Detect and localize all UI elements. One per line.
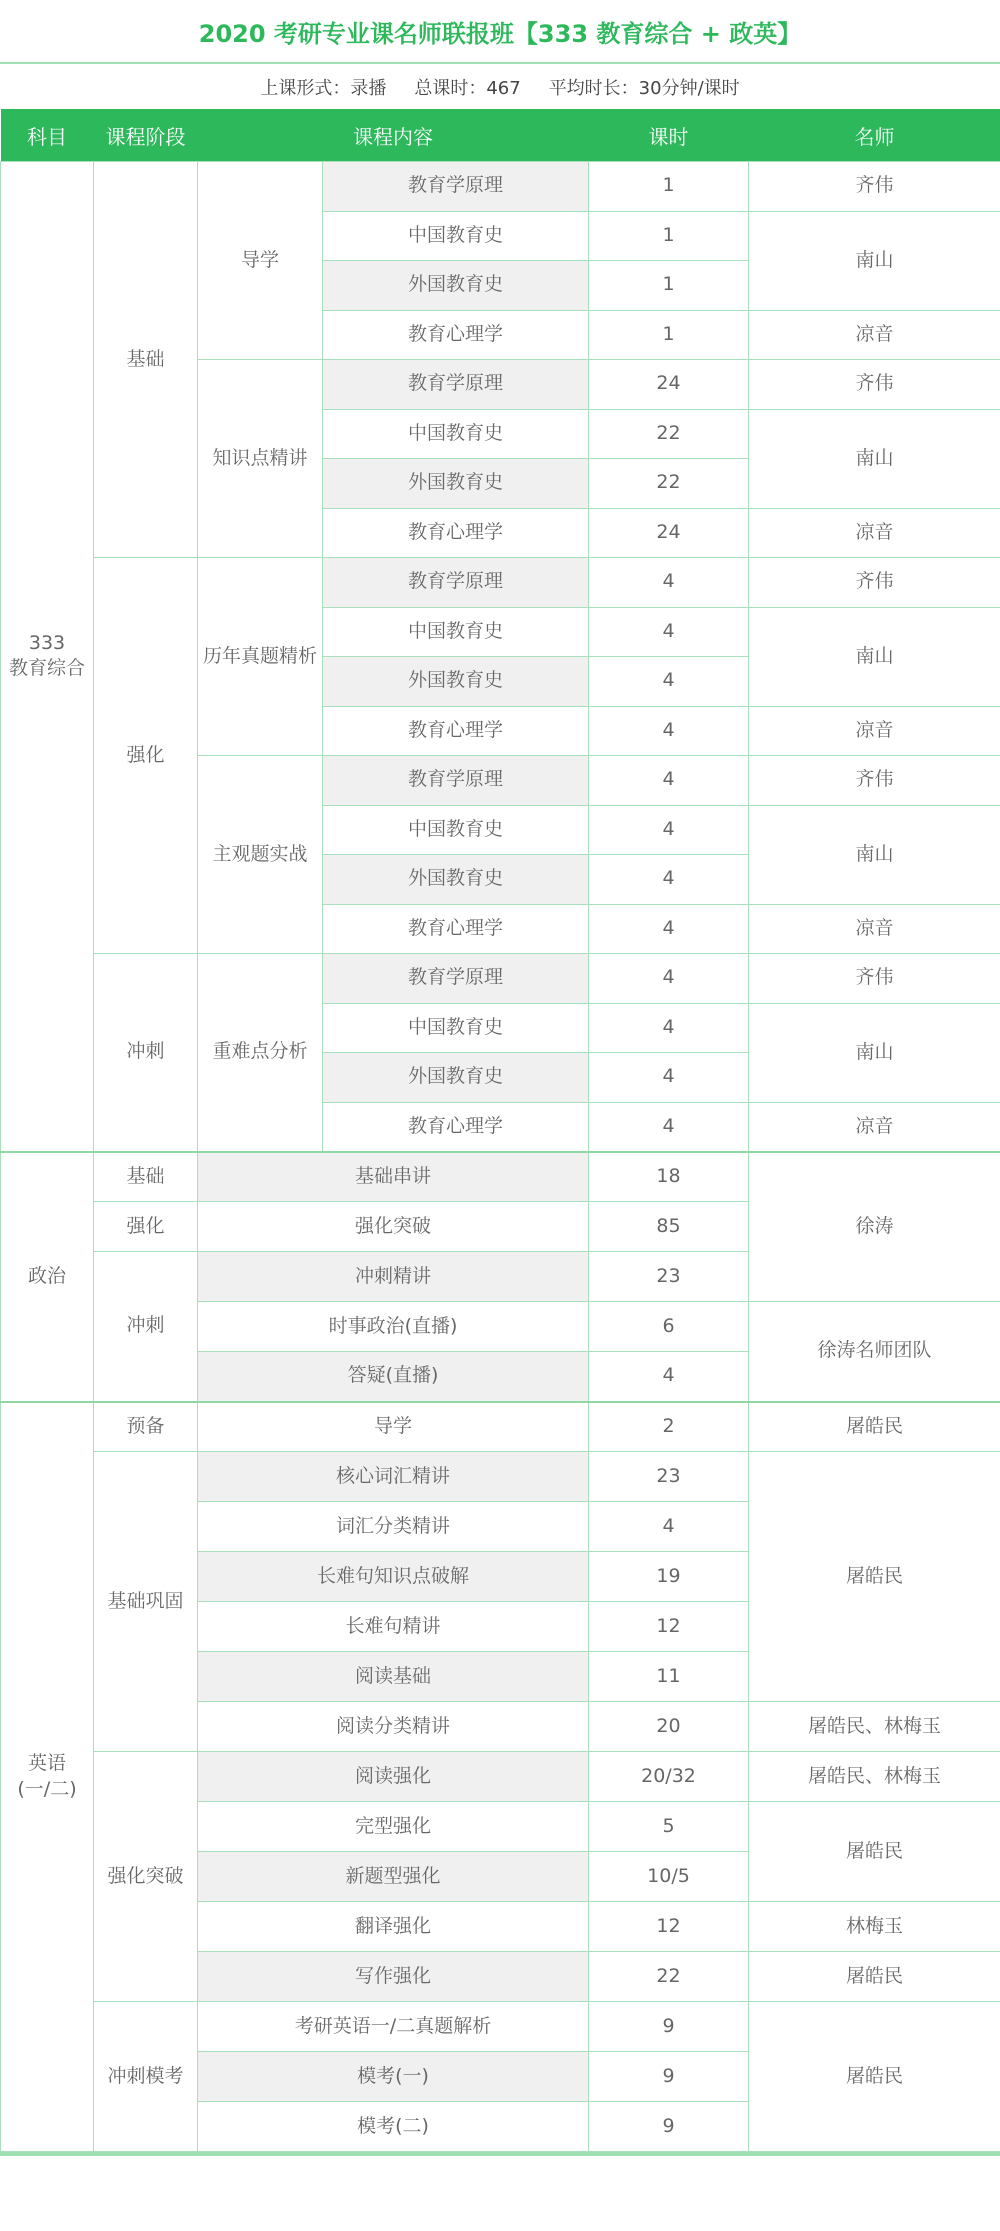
header-teacher: 名师 xyxy=(749,109,1000,162)
content-cell: 教育心理学 xyxy=(323,508,589,558)
substage-cell: 知识点精讲 xyxy=(198,360,323,558)
hours-cell: 4 xyxy=(589,607,749,657)
table-row xyxy=(1,1752,1000,1802)
substage-cell: 主观题实战 xyxy=(198,756,323,954)
content-cell: 教育学原理 xyxy=(323,360,589,410)
teacher-cell: 南山 xyxy=(749,805,1000,904)
course-form: 上课形式：录播 xyxy=(260,77,387,99)
course-table xyxy=(0,109,1000,2152)
teacher-cell: 徐涛 xyxy=(749,1152,1000,1302)
table-row xyxy=(1,1402,1000,1452)
teacher-cell: 齐伟 xyxy=(749,558,1000,608)
hours-cell: 4 xyxy=(589,657,749,707)
hours-cell: 22 xyxy=(589,459,749,509)
teacher-cell: 南山 xyxy=(749,1003,1000,1102)
hours-cell: 4 xyxy=(589,1102,749,1152)
hours-cell: 5 xyxy=(589,1802,749,1852)
table-row xyxy=(1,2002,1000,2052)
table-row xyxy=(1,558,1000,608)
content-cell: 中国教育史 xyxy=(323,607,589,657)
content-cell: 考研英语一/二真题解析 xyxy=(198,2002,589,2052)
content-cell: 模考(二) xyxy=(198,2102,589,2152)
table-row xyxy=(1,162,1000,212)
content-cell: 词汇分类精讲 xyxy=(198,1502,589,1552)
stage-cell: 预备 xyxy=(94,1402,198,1452)
teacher-cell: 南山 xyxy=(749,211,1000,310)
hours-cell: 4 xyxy=(589,1053,749,1103)
teacher-cell: 屠皓民 xyxy=(749,1952,1000,2002)
teacher-cell: 屠皓民 xyxy=(749,2002,1000,2152)
stage-cell: 基础 xyxy=(94,162,198,558)
subject-cell: 英语 (一/二) xyxy=(1,1402,94,2152)
teacher-cell: 南山 xyxy=(749,409,1000,508)
content-cell: 外国教育史 xyxy=(323,459,589,509)
hours-cell: 1 xyxy=(589,310,749,360)
hours-cell: 12 xyxy=(589,1902,749,1952)
header-stage: 课程阶段 xyxy=(94,109,198,162)
stage-cell: 强化 xyxy=(94,558,198,954)
teacher-cell: 凉音 xyxy=(749,508,1000,558)
teacher-cell: 齐伟 xyxy=(749,162,1000,212)
content-cell: 教育学原理 xyxy=(323,756,589,806)
header-subject: 科目 xyxy=(1,109,94,162)
hours-cell: 1 xyxy=(589,211,749,261)
teacher-cell: 凉音 xyxy=(749,904,1000,954)
hours-cell: 4 xyxy=(589,954,749,1004)
hours-cell: 4 xyxy=(589,805,749,855)
teacher-cell: 凉音 xyxy=(749,310,1000,360)
content-cell: 模考(一) xyxy=(198,2052,589,2102)
substage-cell: 导学 xyxy=(198,162,323,360)
stage-cell: 基础巩固 xyxy=(94,1452,198,1752)
subject-cell: 333 教育综合 xyxy=(1,162,94,1152)
stage-cell: 基础 xyxy=(94,1152,198,1202)
hours-cell: 10/5 xyxy=(589,1852,749,1902)
hours-cell: 12 xyxy=(589,1602,749,1652)
hours-cell: 23 xyxy=(589,1252,749,1302)
teacher-cell: 屠皓民 xyxy=(749,1452,1000,1702)
hours-cell: 19 xyxy=(589,1552,749,1602)
stage-cell: 冲刺 xyxy=(94,1252,198,1402)
header-content: 课程内容 xyxy=(198,109,589,162)
content-cell: 外国教育史 xyxy=(323,261,589,311)
teacher-cell: 齐伟 xyxy=(749,756,1000,806)
teacher-cell: 南山 xyxy=(749,607,1000,706)
stage-cell: 强化 xyxy=(94,1202,198,1252)
hours-cell: 1 xyxy=(589,261,749,311)
hours-cell: 4 xyxy=(589,706,749,756)
teacher-cell: 徐涛名师团队 xyxy=(749,1302,1000,1402)
teacher-cell: 屠皓民、林梅玉 xyxy=(749,1752,1000,1802)
bottom-divider xyxy=(0,2152,1000,2156)
content-cell: 长难句精讲 xyxy=(198,1602,589,1652)
hours-cell: 23 xyxy=(589,1452,749,1502)
content-cell: 新题型强化 xyxy=(198,1852,589,1902)
stage-cell: 冲刺 xyxy=(94,954,198,1152)
content-cell: 中国教育史 xyxy=(323,211,589,261)
content-cell: 阅读基础 xyxy=(198,1652,589,1702)
content-cell: 外国教育史 xyxy=(323,657,589,707)
hours-cell: 20 xyxy=(589,1702,749,1752)
hours-cell: 9 xyxy=(589,2052,749,2102)
content-cell: 教育学原理 xyxy=(323,558,589,608)
teacher-cell: 凉音 xyxy=(749,706,1000,756)
hours-cell: 85 xyxy=(589,1202,749,1252)
hours-cell: 6 xyxy=(589,1302,749,1352)
total-hours: 总课时：467 xyxy=(414,77,521,99)
teacher-cell: 屠皓民、林梅玉 xyxy=(749,1702,1000,1752)
content-cell: 中国教育史 xyxy=(323,1003,589,1053)
content-cell: 中国教育史 xyxy=(323,409,589,459)
hours-cell: 4 xyxy=(589,558,749,608)
hours-cell: 24 xyxy=(589,508,749,558)
hours-cell: 22 xyxy=(589,409,749,459)
teacher-cell: 屠皓民 xyxy=(749,1402,1000,1452)
course-info-bar xyxy=(0,64,1000,109)
hours-cell: 4 xyxy=(589,1502,749,1552)
content-cell: 教育心理学 xyxy=(323,706,589,756)
content-cell: 教育学原理 xyxy=(323,954,589,1004)
stage-cell: 冲刺模考 xyxy=(94,2002,198,2152)
table-row xyxy=(1,1452,1000,1502)
hours-cell: 2 xyxy=(589,1402,749,1452)
teacher-cell: 凉音 xyxy=(749,1102,1000,1152)
teacher-cell: 齐伟 xyxy=(749,360,1000,410)
content-cell: 写作强化 xyxy=(198,1952,589,2002)
hours-cell: 4 xyxy=(589,1003,749,1053)
content-cell: 教育心理学 xyxy=(323,1102,589,1152)
content-cell: 外国教育史 xyxy=(323,1053,589,1103)
page-title: 2020 考研专业课名师联报班【333 教育综合 + 政英】 xyxy=(198,19,802,48)
content-cell: 教育心理学 xyxy=(323,310,589,360)
hours-cell: 4 xyxy=(589,1352,749,1402)
hours-cell: 4 xyxy=(589,904,749,954)
content-cell: 翻译强化 xyxy=(198,1902,589,1952)
content-cell: 长难句知识点破解 xyxy=(198,1552,589,1602)
hours-cell: 20/32 xyxy=(589,1752,749,1802)
hours-cell: 11 xyxy=(589,1652,749,1702)
content-cell: 冲刺精讲 xyxy=(198,1252,589,1302)
content-cell: 导学 xyxy=(198,1402,589,1452)
header-hours: 课时 xyxy=(589,109,749,162)
content-cell: 时事政治(直播) xyxy=(198,1302,589,1352)
content-cell: 答疑(直播) xyxy=(198,1352,589,1402)
average-duration: 平均时长：30分钟/课时 xyxy=(548,77,740,99)
hours-cell: 9 xyxy=(589,2102,749,2152)
teacher-cell: 林梅玉 xyxy=(749,1902,1000,1952)
content-cell: 中国教育史 xyxy=(323,805,589,855)
table-row xyxy=(1,954,1000,1004)
content-cell: 基础串讲 xyxy=(198,1152,589,1202)
content-cell: 核心词汇精讲 xyxy=(198,1452,589,1502)
hours-cell: 24 xyxy=(589,360,749,410)
content-cell: 教育心理学 xyxy=(323,904,589,954)
hours-cell: 4 xyxy=(589,855,749,905)
content-cell: 阅读强化 xyxy=(198,1752,589,1802)
content-cell: 外国教育史 xyxy=(323,855,589,905)
subject-cell: 政治 xyxy=(1,1152,94,1402)
teacher-cell: 屠皓民 xyxy=(749,1802,1000,1902)
hours-cell: 22 xyxy=(589,1952,749,2002)
hours-cell: 9 xyxy=(589,2002,749,2052)
table-header-row xyxy=(1,109,1000,162)
hours-cell: 18 xyxy=(589,1152,749,1202)
substage-cell: 重难点分析 xyxy=(198,954,323,1152)
content-cell: 完型强化 xyxy=(198,1802,589,1852)
hours-cell: 4 xyxy=(589,756,749,806)
content-cell: 强化突破 xyxy=(198,1202,589,1252)
teacher-cell: 齐伟 xyxy=(749,954,1000,1004)
content-cell: 教育学原理 xyxy=(323,162,589,212)
table-row xyxy=(1,1152,1000,1202)
stage-cell: 强化突破 xyxy=(94,1752,198,2002)
substage-cell: 历年真题精析 xyxy=(198,558,323,756)
hours-cell: 1 xyxy=(589,162,749,212)
content-cell: 阅读分类精讲 xyxy=(198,1702,589,1752)
